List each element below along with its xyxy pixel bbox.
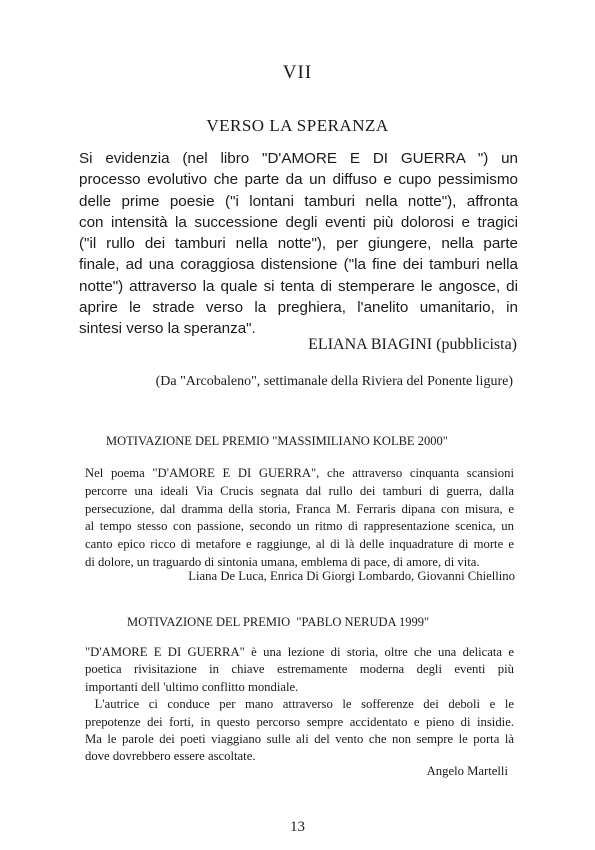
prize-line: dove dovrebbero essere ascoltate. xyxy=(85,749,256,764)
prize-heading-neruda: MOTIVAZIONE DEL PREMIO "PABLO NERUDA 1999" xyxy=(127,615,430,629)
review-paragraph xyxy=(79,148,518,340)
prize-heading-kolbe: MOTIVAZIONE DEL PREMIO "MASSIMILIANO KOLBE 2000" xyxy=(106,434,448,448)
prize-line: Nel poema "D'AMORE E DI GUERRA", che attraverso cinquanta scansioni xyxy=(85,466,514,480)
prize-line: percorre una ideali Via Crucis segnata dal rullo dei tamburi di guerra, dalla xyxy=(85,483,514,498)
prize-line: persecuzione, dal dramma della storia, Franca M. Ferraris dipana con misura, e xyxy=(85,501,514,516)
review-line: Si evidenzia (nel libro "D'AMORE E DI GUERRA ") un xyxy=(79,150,518,167)
review-author: ELIANA BIAGINI (pubblicista) xyxy=(308,336,517,353)
review-line: sintesi verso la speranza". xyxy=(79,320,256,338)
prize-signature-neruda: Angelo Martelli xyxy=(426,764,508,778)
review-line: finale, ad una coraggiosa distensione ("la fine dei tamburi nella xyxy=(79,256,518,274)
prize-line: prepotenze dei forti, in questo percorso sempre accidentato e pieno di insidie. xyxy=(85,714,514,729)
review-line: delle prime poesie ("i lontani tamburi nella notte"), affronta xyxy=(79,192,518,210)
prize-paragraph-neruda xyxy=(85,644,514,766)
review-line: ("il rullo dei tamburi nella notte"), per giungere, nella parte xyxy=(79,235,518,253)
prize-line: Ma le parole dei poeti viaggiano sulle ali del vento che non sempre le porta là xyxy=(85,732,514,747)
prize-line: di dolore, un traguardo di sintonia umana, emblema di pace, di amore, di vita. xyxy=(85,554,480,569)
prize-line: "D'AMORE E DI GUERRA" è una lezione di storia, oltre che una delicata e xyxy=(85,645,514,659)
review-line: notte") attraverso la quale si tenta di stemperare le angosce, di xyxy=(79,277,518,295)
review-line: processo evolutivo che parte da un diffuso e cupo pessimismo xyxy=(79,171,518,189)
review-source: (Da "Arcobaleno", settimanale della Riviera del Ponente ligure) xyxy=(155,374,513,389)
prize-line: al tempo stesso con passione, secondo un ritmo di rappresentazione scenica, un xyxy=(85,519,514,534)
prize-paragraph-kolbe xyxy=(85,465,514,572)
review-line: aprire le strade verso la preghiera, l'anelito umanitario, in xyxy=(79,299,518,317)
review-line: con intensità la successione degli eventi più dolorosi e tragici xyxy=(79,213,518,231)
prize-line: poetica rivisitazione in chiave estremamente moderna degli eventi più xyxy=(85,662,514,677)
page-number: 13 xyxy=(290,819,305,835)
prize-line: L'autrice ci conduce per mano attraverso le sofferenze dei deboli e le xyxy=(85,697,514,712)
chapter-title: VERSO LA SPERANZA xyxy=(206,116,389,135)
prize-signature-kolbe: Liana De Luca, Enrica Di Giorgi Lombardo, Giovanni Chiellino xyxy=(188,569,515,583)
prize-line: importanti dell 'ultimo conflitto mondiale. xyxy=(85,679,299,694)
prize-line: canto epico ricco di metafore e raggiunge, al di là delle inquadrature di morte e xyxy=(85,537,514,552)
chapter-number: VII xyxy=(282,62,313,83)
